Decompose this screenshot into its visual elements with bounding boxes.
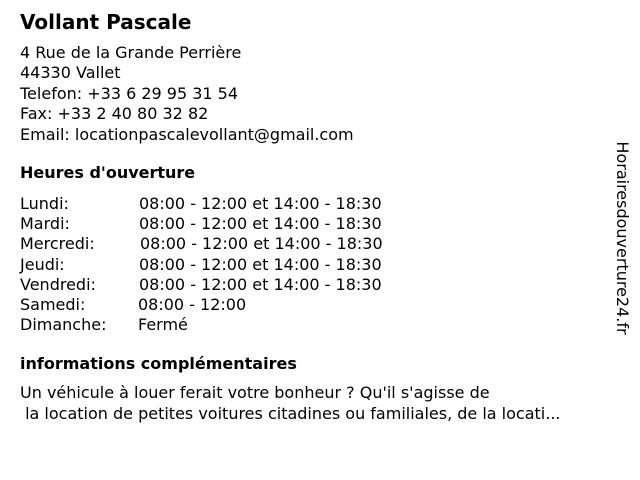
day-label: Lundi: [20,194,69,213]
address-city: 44330 Vallet [20,63,121,83]
business-name: Vollant Pascale [20,10,192,34]
hours-row-tuesday [20,214,440,234]
time-value: 08:00 - 12:00 et 14:00 - 18:30 [140,234,383,254]
opening-hours-table [20,194,440,335]
hours-row-monday [20,194,440,214]
day-label: Mercredi: [20,234,95,254]
email-address: Email: locationpascalevollant@gmail.com [20,124,354,144]
day-label: Samedi: [20,294,86,314]
fax-number: Fax: +33 2 40 80 32 82 [20,104,209,124]
opening-hours-heading: Heures d'ouverture [20,163,196,182]
day-label: Mardi: [20,214,70,234]
day-label: Vendredi: [20,274,96,294]
info-line-1: Un véhicule à louer ferait votre bonheur ? Qu'il s'agisse de [20,383,490,402]
time-value: 08:00 - 12:00 et 14:00 - 18:30 [139,214,382,234]
contact-block [20,43,354,145]
time-value: 08:00 - 12:00 [138,294,247,314]
hours-row-thursday [20,255,440,275]
time-value: 08:00 - 12:00 et 14:00 - 18:30 [139,194,382,213]
time-value: 08:00 - 12:00 et 14:00 - 18:30 [139,274,382,294]
additional-info-text [20,383,560,424]
hours-row-wednesday [20,234,440,254]
day-label: Dimanche: [20,315,107,335]
hours-row-friday [20,275,440,295]
info-line-2: la location de petites voitures citadines ou familiales, de la locati... [20,403,561,423]
phone-number: Telefon: +33 6 29 95 31 54 [20,83,239,103]
site-watermark: Horairesdouverture24.fr [613,141,632,335]
additional-info-heading: informations complémentaires [20,354,297,373]
address-street: 4 Rue de la Grande Perrière [20,43,242,62]
hours-row-sunday [20,315,440,335]
time-value: Fermé [138,315,188,335]
day-label: Jeudi: [20,254,65,274]
time-value: 08:00 - 12:00 et 14:00 - 18:30 [139,254,382,274]
hours-row-saturday [20,295,440,315]
